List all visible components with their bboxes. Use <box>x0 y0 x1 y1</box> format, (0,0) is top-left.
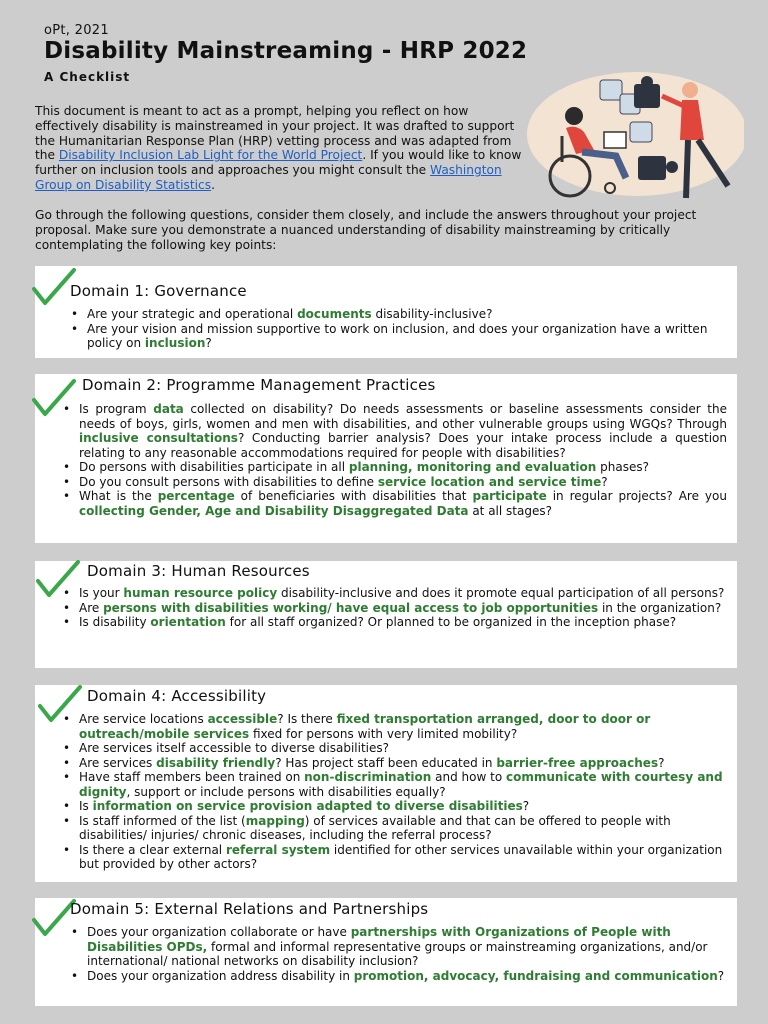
intro-text-b: . If you would like to know further on inclusion tools and approaches you might consult the <box>35 148 522 178</box>
page-subtitle: A Checklist <box>44 70 131 84</box>
question-text: identified for other services unavailable within your organization but provided by other actors? <box>79 842 723 871</box>
org-year: oPt, 2021 <box>44 23 109 38</box>
domain-1-card <box>35 266 737 358</box>
keyword-highlight: non-discrimination <box>304 770 432 784</box>
keyword-highlight: collecting Gender, Age and Disability Disaggregated Data <box>79 503 469 518</box>
checklist-question <box>63 601 727 616</box>
question-text: Is disability <box>79 615 151 629</box>
question-text: ? Is there <box>277 712 337 726</box>
checklist-question <box>63 799 727 814</box>
question-text: in regular projects? Are you <box>546 489 727 503</box>
question-text: Are your strategic and operational <box>87 307 298 321</box>
question-text: disability-inclusive? <box>371 307 493 321</box>
question-text: collected on disability? Do needs assessments or baseline assessments consider the needs of boys, girls, women and men with disabilities, and other vulnerable groups using WGQs? Through <box>79 402 727 431</box>
question-text: Does your organization address disability in <box>87 968 354 983</box>
question-text: Is your <box>79 586 124 600</box>
wheelchair-puzzle-illustration <box>512 66 744 204</box>
checklist-question <box>63 460 727 475</box>
question-text: at all stages? <box>468 503 552 518</box>
keyword-highlight: orientation <box>150 615 226 629</box>
domain-4-list <box>63 712 727 872</box>
domain-2-card <box>35 374 737 543</box>
checklist-question <box>63 756 727 771</box>
keyword-highlight: referral system <box>225 842 331 857</box>
keyword-highlight: service location and service time <box>377 474 602 489</box>
checklist-question <box>63 475 727 490</box>
question-text: Are services itself accessible to diverse disabilities? <box>79 741 389 755</box>
keyword-highlight: documents <box>297 307 372 321</box>
keyword-highlight: fixed transportation arranged, door to door or outreach/mobile services <box>79 712 651 741</box>
keyword-highlight: human resource policy <box>123 586 278 600</box>
question-text: ? <box>205 336 212 350</box>
keyword-highlight: participate <box>472 489 547 503</box>
question-text: Does your organization collaborate or have <box>87 925 351 939</box>
domain-1-title: Domain 1: Governance <box>70 282 247 300</box>
question-text: ? <box>601 474 608 489</box>
domain-5-title: Domain 5: External Relations and Partnerships <box>70 900 429 918</box>
question-text: ? <box>717 968 725 983</box>
question-text: for all staff organized? Or planned to be organized in the inception phase? <box>225 615 677 629</box>
checklist-question <box>63 402 727 460</box>
checklist-question <box>63 741 727 756</box>
domain-4-card <box>35 685 737 882</box>
keyword-highlight: accessible <box>207 712 278 726</box>
question-text: Have staff members been trained on <box>79 770 305 784</box>
domain-2-title: Domain 2: Programme Management Practices <box>82 376 436 394</box>
question-text: ? Conducting barrier analysis? Does your intake process include a question relating to any reasonable accommodations required for people with disabilities? <box>79 431 727 460</box>
domain-3-card <box>35 561 737 668</box>
question-text: Do you consult persons with disabilities to define <box>79 474 378 489</box>
checklist-question <box>71 322 727 351</box>
question-text: and how to <box>431 770 506 784</box>
keyword-highlight: communicate with courtesy and dignity <box>79 770 723 799</box>
intro-text-c: . <box>211 177 215 192</box>
question-text: , support or include persons with disabilities equally? <box>126 784 446 799</box>
domain-5-list <box>71 925 727 983</box>
question-text: Is program <box>79 402 154 416</box>
question-text: Is <box>79 799 93 813</box>
question-text: fixed for persons with very limited mobility? <box>249 726 518 741</box>
keyword-highlight: mapping <box>245 813 305 828</box>
intro-paragraph <box>35 104 530 193</box>
keyword-highlight: disability friendly <box>156 755 276 770</box>
checklist-question <box>63 615 727 630</box>
question-text: in the organization? <box>598 600 722 615</box>
washington-group-link[interactable]: Washington Group on Disability Statistics <box>35 163 502 192</box>
checklist-question <box>71 969 727 984</box>
checklist-question <box>63 770 727 799</box>
checklist-question <box>63 843 727 872</box>
keyword-highlight: partnerships with Organizations of People with Disabilities OPDs, <box>87 925 671 954</box>
keyword-highlight: inclusive consultations <box>79 431 238 445</box>
instructions-paragraph: Go through the following questions, consider them closely, and include the answers throughout your project proposal. Make sure you demonstrate a nuanced understanding of disability mainstreaming by critically contemplating the following key points: <box>35 208 697 252</box>
question-text: Do persons with disabilities participate in all <box>79 460 349 474</box>
question-text: phases? <box>596 460 649 474</box>
question-text: formal and informal representative groups or mainstreaming organizations, and/or international/ national networks on disability inclusion? <box>87 939 708 968</box>
disability-inclusion-lab-link[interactable]: Disability Inclusion Lab Light for the World Project <box>58 148 363 163</box>
keyword-highlight: data <box>153 402 184 416</box>
question-text: Are services <box>79 755 157 770</box>
checklist-question <box>71 307 727 322</box>
question-text: Are service locations <box>79 712 208 726</box>
question-text: Are your vision and mission supportive to work on inclusion, and does your organization have a written policy on <box>87 321 708 350</box>
domain-5-card <box>35 898 737 1006</box>
checklist-question <box>63 712 727 741</box>
question-text: Are <box>79 600 104 615</box>
question-text: ? <box>658 755 665 770</box>
keyword-highlight: promotion, advocacy, fundraising and communication <box>353 968 718 983</box>
question-text: Is there a clear external <box>79 842 226 857</box>
domain-1-list <box>71 307 727 351</box>
question-text: What is the <box>79 489 158 503</box>
question-text: ? <box>522 799 530 813</box>
keyword-highlight: information on service provision adapted to diverse disabilities <box>92 799 523 813</box>
domain-4-title: Domain 4: Accessibility <box>87 687 267 705</box>
domain-2-list <box>63 402 727 518</box>
question-text: ? Has project staff been educated in <box>275 755 497 770</box>
keyword-highlight: percentage <box>157 489 235 503</box>
question-text: Is staff informed of the list ( <box>79 813 246 828</box>
question-text: disability-inclusive and does it promote equal participation of all persons? <box>277 586 725 600</box>
keyword-highlight: inclusion <box>144 336 206 350</box>
checklist-question <box>63 814 727 843</box>
checklist-question <box>63 489 727 518</box>
question-text: of beneficiaries with disabilities that <box>234 489 473 503</box>
domain-3-list <box>63 586 727 630</box>
keyword-highlight: barrier-free approaches <box>496 755 659 770</box>
checklist-question <box>63 586 727 601</box>
keyword-highlight: persons with disabilities working/ have equal access to job opportunities <box>103 600 599 615</box>
checklist-question <box>71 925 727 969</box>
question-text: ) of services available and that can be offered to people with disabilities/ injuries/ chronic diseases, including the referral process? <box>79 813 671 842</box>
domain-3-title: Domain 3: Human Resources <box>87 562 310 580</box>
intro-text-a: This document is meant to act as a prompt, helping you reflect on how effectively disability is mainstreamed in your project. It was drafted to support the Humanitarian Response Plan (HRP) vetting process and was adapted from the <box>35 104 515 163</box>
page-title: Disability Mainstreaming - HRP 2022 <box>44 38 528 64</box>
keyword-highlight: planning, monitoring and evaluation <box>348 460 597 474</box>
